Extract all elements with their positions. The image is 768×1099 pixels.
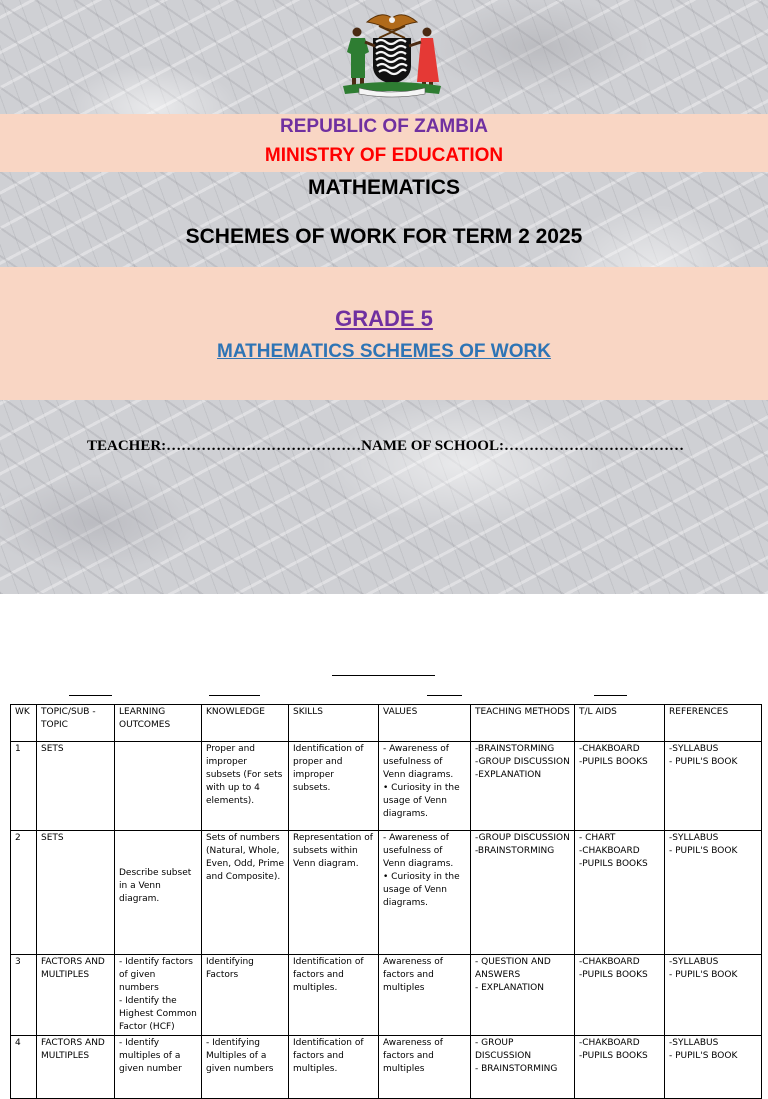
- table-cell: 3: [11, 955, 37, 1036]
- table-cell: -SYLLABUS - PUPIL'S BOOK: [665, 1036, 762, 1099]
- table-cell: - Identify multiples of a given number: [115, 1036, 202, 1099]
- divider-line: [332, 675, 435, 676]
- table-cell: - GROUP DISCUSSION - BRAINSTORMING: [471, 1036, 575, 1099]
- divider-line: [594, 695, 627, 696]
- table-cell: - Identifying Multiples of a given numbers: [202, 1036, 289, 1099]
- coat-of-arms-icon: [329, 8, 455, 98]
- table-cell: - CHART -CHAKBOARD -PUPILS BOOKS: [575, 831, 665, 955]
- table-cell: - Identify factors of given numbers - Identify the Highest Common Factor (HCF): [115, 955, 202, 1036]
- table-cell: - QUESTION AND ANSWERS - EXPLANATION: [471, 955, 575, 1036]
- ministry-heading: MINISTRY OF EDUCATION: [264, 145, 504, 166]
- table-cell: Describe subset in a Venn diagram.: [115, 831, 202, 955]
- table-cell: [115, 742, 202, 831]
- column-header: WK: [11, 705, 37, 742]
- table-cell: - Awareness of usefulness of Venn diagrams. • Curiosity in the usage of Venn diagrams.: [379, 831, 471, 955]
- table-row: [11, 831, 762, 955]
- schemes-title: SCHEMES OF WORK FOR TERM 2 2025: [185, 225, 583, 248]
- table-cell: - Awareness of usefulness of Venn diagrams. • Curiosity in the usage of Venn diagrams.: [379, 742, 471, 831]
- teacher-school-line: TEACHER:…………………………………NAME OF SCHOOL:………………………………: [87, 438, 684, 454]
- table-cell: Identifying Factors: [202, 955, 289, 1036]
- table-cell: -GROUP DISCUSSION -BRAINSTORMING: [471, 831, 575, 955]
- table-cell: Proper and improper subsets (For sets with up to 4 elements).: [202, 742, 289, 831]
- subject-heading: MATHEMATICS: [307, 176, 461, 199]
- table-cell: SETS: [37, 742, 115, 831]
- divider-line: [209, 695, 260, 696]
- column-header: VALUES: [379, 705, 471, 742]
- table-cell: -CHAKBOARD -PUPILS BOOKS: [575, 955, 665, 1036]
- column-header: TOPIC/SUB - TOPIC: [37, 705, 115, 742]
- grade-heading: [0, 306, 768, 332]
- table-cell: -SYLLABUS - PUPIL'S BOOK: [665, 742, 762, 831]
- table-cell: -SYLLABUS - PUPIL'S BOOK: [665, 955, 762, 1036]
- table-cell: 2: [11, 831, 37, 955]
- table-row: [11, 955, 762, 1036]
- schemes-subtitle: [0, 341, 768, 363]
- table-cell: -BRAINSTORMING -GROUP DISCUSSION -EXPLANATION: [471, 742, 575, 831]
- table-cell: FACTORS AND MULTIPLES: [37, 955, 115, 1036]
- republic-heading: REPUBLIC OF ZAMBIA: [280, 116, 488, 137]
- table-row: [11, 742, 762, 831]
- divider-line: [69, 695, 112, 696]
- column-header: KNOWLEDGE: [202, 705, 289, 742]
- title-band-grade: [0, 267, 768, 400]
- column-header: TEACHING METHODS: [471, 705, 575, 742]
- table-cell: 1: [11, 742, 37, 831]
- table-cell: FACTORS AND MULTIPLES: [37, 1036, 115, 1099]
- column-header: LEARNING OUTCOMES: [115, 705, 202, 742]
- table-cell: Identification of factors and multiples.: [289, 1036, 379, 1099]
- table-row: [11, 1036, 762, 1099]
- column-header: SKILLS: [289, 705, 379, 742]
- table-cell: Identification of proper and improper subsets.: [289, 742, 379, 831]
- grade-text: GRADE 5: [335, 306, 433, 331]
- table-cell: Awareness of factors and multiples: [379, 1036, 471, 1099]
- divider-line: [427, 695, 462, 696]
- table-cell: Identification of factors and multiples.: [289, 955, 379, 1036]
- column-header: T/L AIDS: [575, 705, 665, 742]
- table-cell: Representation of subsets within Venn diagram.: [289, 831, 379, 955]
- table-cell: -CHAKBOARD -PUPILS BOOKS: [575, 1036, 665, 1099]
- table-cell: SETS: [37, 831, 115, 955]
- table-cell: Sets of numbers (Natural, Whole, Even, Odd, Prime and Composite).: [202, 831, 289, 955]
- table-cell: -CHAKBOARD -PUPILS BOOKS: [575, 742, 665, 831]
- table-cell: -SYLLABUS - PUPIL'S BOOK: [665, 831, 762, 955]
- table-cell: 4: [11, 1036, 37, 1099]
- table-header-row: [11, 705, 762, 742]
- table-cell: Awareness of factors and multiples: [379, 955, 471, 1036]
- column-header: REFERENCES: [665, 705, 762, 742]
- schemes-subtitle-text: MATHEMATICS SCHEMES OF WORK: [217, 341, 551, 362]
- schemes-of-work-table: [10, 704, 762, 1099]
